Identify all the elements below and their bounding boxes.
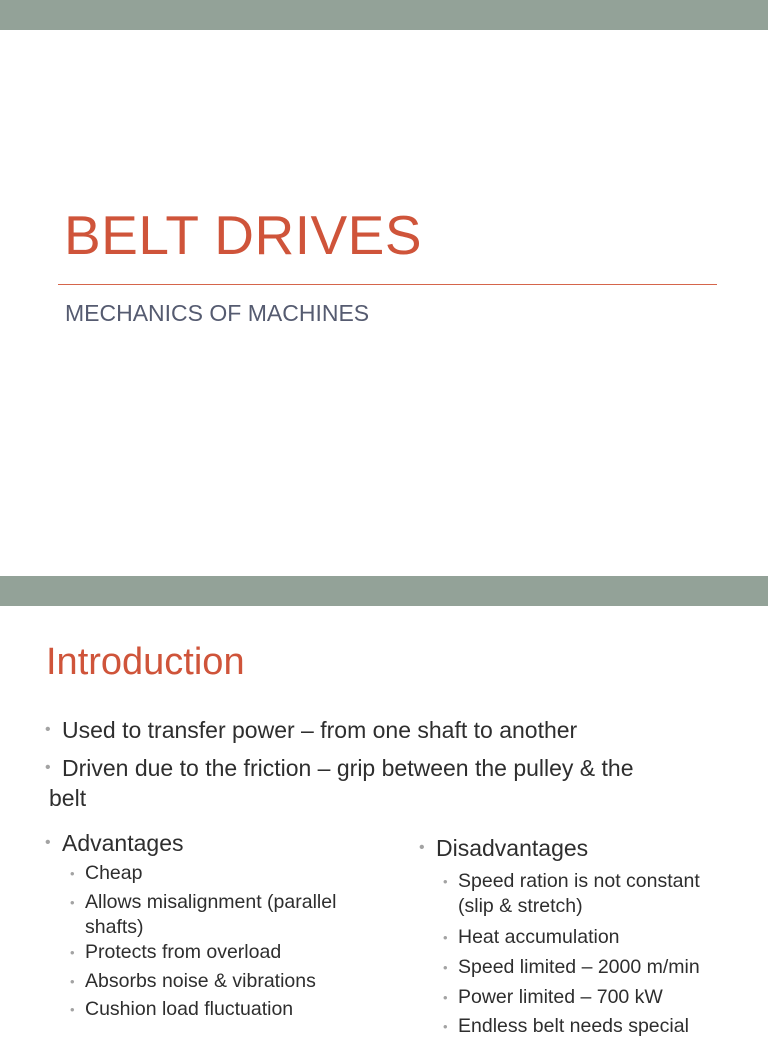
- advantage-item: [70, 861, 143, 886]
- disadvantages-label: Disadvantages: [436, 835, 589, 861]
- advantage-item: [70, 890, 337, 940]
- slide-top-bar: [0, 576, 768, 606]
- bullet-text-line2: belt: [49, 785, 87, 811]
- slide-subtitle: MECHANICS OF MACHINES: [65, 300, 370, 326]
- bullet-dot-icon: •: [443, 1019, 448, 1034]
- advantages-heading: [45, 828, 184, 858]
- advantage-text: Protects from overload: [85, 941, 282, 963]
- disadvantage-item: [443, 955, 700, 980]
- bullet-dot-icon: •: [70, 866, 75, 881]
- disadvantage-item: [443, 869, 700, 919]
- advantages-label: Advantages: [62, 830, 184, 856]
- bullet-dot-icon: •: [70, 1002, 75, 1017]
- slide-title: BELT DRIVES: [64, 204, 423, 266]
- advantage-text-line1: Allows misalignment (parallel: [85, 891, 337, 913]
- advantage-item: [70, 940, 282, 965]
- bullet-dot-icon: •: [70, 895, 75, 910]
- bullet-dot-icon: •: [443, 874, 448, 889]
- bullet-dot-icon: •: [45, 834, 51, 851]
- disadvantage-item: [443, 1014, 689, 1039]
- disadvantage-text: Endless belt needs special: [458, 1015, 689, 1037]
- disadvantage-text: Heat accumulation: [458, 926, 620, 948]
- disadvantage-text: Power limited – 700 kW: [458, 986, 663, 1008]
- disadvantages-heading: [419, 833, 589, 863]
- disadvantage-text-line2: (slip & stretch): [458, 895, 583, 917]
- bullet-dot-icon: •: [443, 960, 448, 975]
- advantage-text: Cheap: [85, 862, 143, 884]
- bullet-text-line1: Driven due to the friction – grip between the pulley & the: [62, 755, 634, 781]
- bullet-dot-icon: •: [70, 945, 75, 960]
- disadvantage-item: [443, 985, 663, 1010]
- slide-top-bar: [0, 0, 768, 30]
- bullet-dot-icon: •: [45, 721, 51, 738]
- title-divider: [58, 284, 717, 285]
- bullet-dot-icon: •: [45, 759, 51, 776]
- bullet-dot-icon: •: [443, 930, 448, 945]
- bullet-dot-icon: •: [443, 990, 448, 1005]
- advantage-item: [70, 969, 316, 994]
- intro-heading: Introduction: [46, 641, 245, 683]
- advantage-text-line2: shafts): [85, 916, 144, 938]
- advantage-text: Cushion load fluctuation: [85, 998, 294, 1020]
- bullet-dot-icon: •: [419, 839, 425, 856]
- disadvantage-item: [443, 925, 620, 950]
- bullet-item: [45, 715, 578, 745]
- bullet-text: Used to transfer power – from one shaft to another: [62, 717, 578, 743]
- disadvantage-text-line1: Speed ration is not constant: [458, 870, 700, 892]
- advantage-item: [70, 997, 294, 1022]
- bullet-dot-icon: •: [70, 974, 75, 989]
- advantage-text: Absorbs noise & vibrations: [85, 970, 316, 992]
- disadvantage-text: Speed limited – 2000 m/min: [458, 956, 700, 978]
- bullet-item: [45, 753, 634, 813]
